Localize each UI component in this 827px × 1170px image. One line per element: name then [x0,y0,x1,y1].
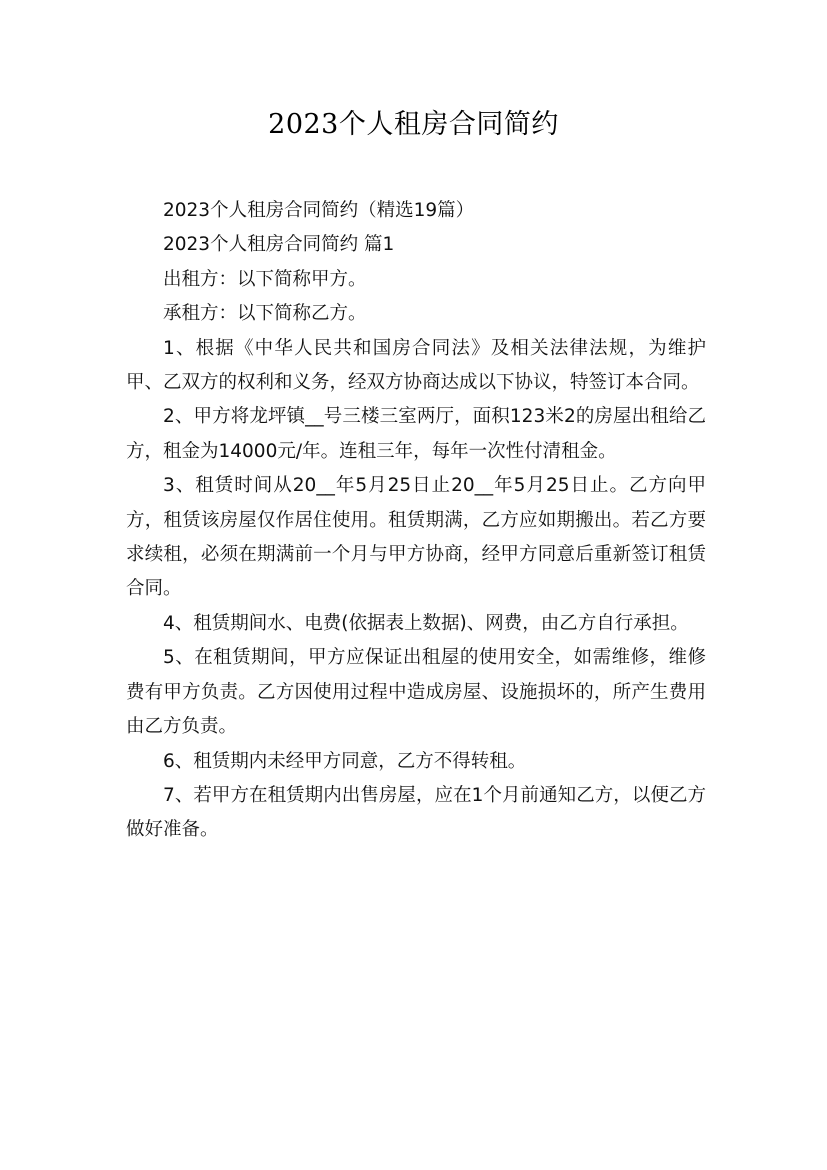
clause-3: 3、租赁时间从20__年5月25日止20__年5月25日止。乙方向甲方，租赁该房屋仅作居住使用。租赁期满，乙方应如期搬出。若乙方要求续租，必须在期满前一个月与甲方协商，经甲方同意后重新签订租赁合同。 [126,475,706,600]
lessee-line: 承租方：以下简称乙方。 [163,303,367,325]
clause-7: 7、若甲方在租赁期内出售房屋，应在1个月前通知乙方，以便乙方做好准备。 [126,784,706,841]
clause-6: 6、租赁期内未经甲方同意，乙方不得转租。 [163,750,527,772]
intro-line: 2023个人租房合同简约（精选19篇） [163,200,475,221]
section-heading: 2023个人租房合同简约 篇1 [163,234,395,256]
document-title: 2023个人租房合同简约 [268,109,559,140]
clause-1: 1、根据《中华人民共和国房合同法》及相关法律法规，为维护甲、乙双方的权利和义务，经双方协商达成以下协议，特签订本合同。 [126,337,706,394]
clause-4: 4、租赁期间水、电费(依据表上数据)、网费，由乙方自行承担。 [163,612,689,634]
clause-2: 2、甲方将龙坪镇__号三楼三室两厅，面积123米2的房屋出租给乙方，租金为14000元/年。连租三年，每年一次性付清租金。 [126,406,706,462]
clause-5: 5、在租赁期间，甲方应保证出租屋的使用安全，如需维修，维修费有甲方负责。乙方因使用过程中造成房屋、设施损坏的，所产生费用由乙方负责。 [126,647,706,738]
document-body [126,194,706,848]
lessor-line: 出租方：以下简称甲方。 [163,268,367,290]
